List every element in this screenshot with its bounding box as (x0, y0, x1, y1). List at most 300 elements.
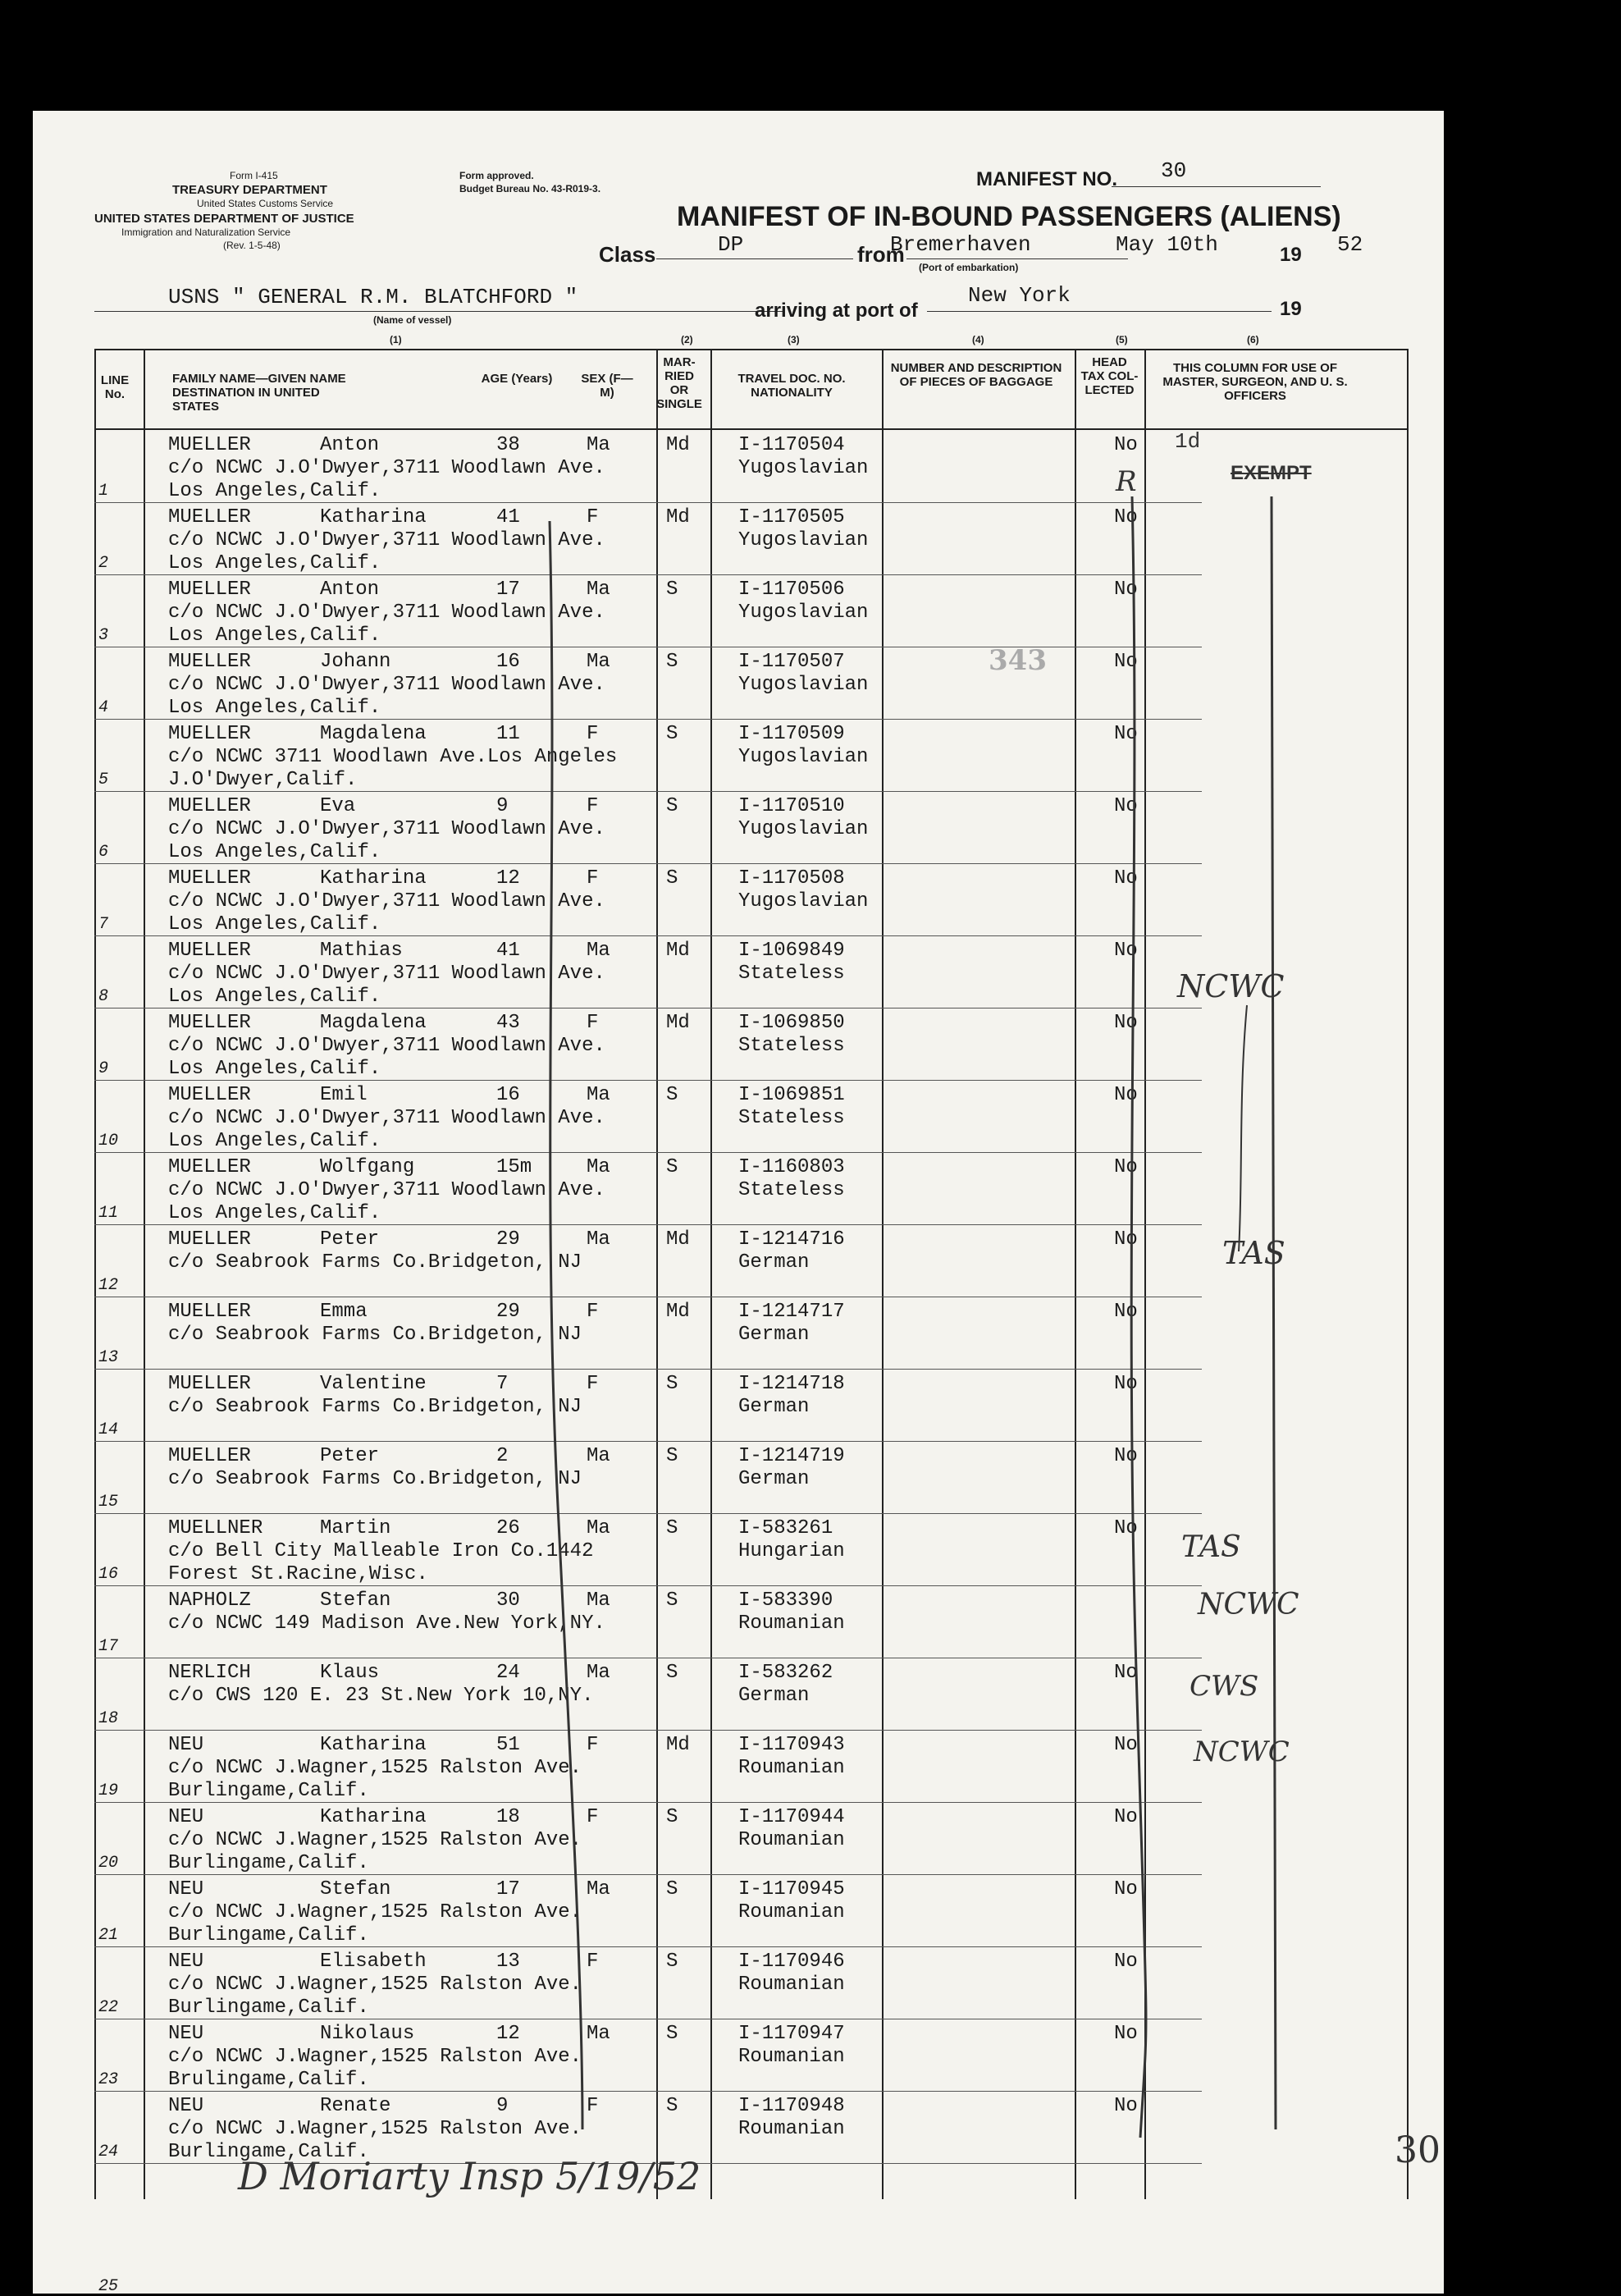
destination-line-2: Burlingame,Calif. (168, 1996, 369, 2019)
passenger-family-name: MUELLER (168, 1373, 251, 1395)
col-header-sex: SEX (F—M) (581, 372, 633, 400)
passenger-age: 2 (496, 1445, 509, 1467)
passenger-sex: Ma (587, 1589, 610, 1612)
passenger-age: 30 (496, 1589, 520, 1612)
pen-stroke-sex-column (550, 521, 582, 2129)
line-number: 21 (98, 1926, 119, 1945)
passenger-given-name: Katharina (320, 1806, 427, 1828)
department-justice: UNITED STATES DEPARTMENT OF JUSTICE (94, 212, 354, 226)
passenger-family-name: MUELLER (168, 651, 251, 673)
passenger-sex: F (587, 867, 599, 890)
nationality: German (738, 1324, 810, 1346)
passenger-given-name: Elisabeth (320, 1951, 427, 1973)
destination-line-2: Los Angeles,Calif. (168, 552, 381, 574)
col-header-age: AGE (Years) (481, 372, 553, 386)
nationality: Yugoslavian (738, 890, 869, 912)
line-number: 23 (98, 2070, 119, 2089)
line-number: 9 (98, 1059, 109, 1078)
passenger-marital-status: Md (666, 1012, 690, 1034)
head-tax: No (1114, 1662, 1138, 1684)
col-num-3: (3) (788, 334, 800, 345)
destination-line-2: Los Angeles,Calif. (168, 841, 381, 863)
travel-doc-number: I-1170946 (738, 1951, 845, 1973)
year-value: 52 (1337, 232, 1363, 257)
passenger-given-name: Katharina (320, 1734, 427, 1756)
head-tax: No (1114, 651, 1138, 673)
passenger-given-name: Katharina (320, 867, 427, 890)
passenger-given-name: Eva (320, 795, 356, 817)
passenger-given-name: Klaus (320, 1662, 380, 1684)
passenger-family-name: MUELLER (168, 1445, 251, 1467)
line-number: 19 (98, 1781, 119, 1800)
head-tax: No (1114, 1806, 1138, 1828)
head-tax: No (1114, 1373, 1138, 1395)
nationality: Roumanian (738, 1829, 845, 1851)
passenger-marital-status: Md (666, 940, 690, 962)
passenger-marital-status: S (666, 1806, 678, 1828)
passenger-marital-status: S (666, 1878, 678, 1900)
arriving-label: arriving at port of (755, 300, 918, 322)
manifest-page (33, 111, 1444, 2294)
travel-doc-number: I-583261 (738, 1517, 833, 1539)
passenger-marital-status: S (666, 1662, 678, 1684)
passenger-marital-status: S (666, 2023, 678, 2045)
passenger-marital-status: S (666, 1445, 678, 1467)
passenger-given-name: Emil (320, 1084, 368, 1106)
travel-doc-number: I-1069849 (738, 940, 845, 962)
head-tax: No (1114, 506, 1138, 528)
line-number: 1 (98, 482, 109, 501)
pen-stroke-curve (1239, 1005, 1247, 1251)
passenger-family-name: MUELLER (168, 1156, 251, 1178)
passenger-age: 51 (496, 1734, 520, 1756)
travel-doc-number: I-583390 (738, 1589, 833, 1612)
officer-note-ncwc-1: NCWC (1177, 968, 1285, 1004)
destination-line-1: c/o NCWC J.O'Dwyer,3711 Woodlawn Ave. (168, 457, 605, 479)
nationality: Yugoslavian (738, 529, 869, 551)
col-header-name: FAMILY NAME—GIVEN NAME DESTINATION IN UNITED STATES (172, 372, 346, 414)
pen-stroke-tax-column (1131, 496, 1146, 2138)
passenger-marital-status: S (666, 1517, 678, 1539)
nationality: Roumanian (738, 1612, 845, 1635)
class-value: DP (718, 232, 744, 257)
passenger-marital-status: Md (666, 434, 690, 456)
passenger-marital-status: S (666, 1589, 678, 1612)
year-prefix-2: 19 (1280, 298, 1302, 320)
passenger-marital-status: S (666, 1156, 678, 1178)
arriving-value: New York (968, 283, 1071, 308)
destination-line-1: c/o NCWC J.O'Dwyer,3711 Woodlawn Ave. (168, 963, 605, 985)
passenger-age: 18 (496, 1806, 520, 1828)
nationality: Stateless (738, 963, 845, 985)
passenger-family-name: MUELLER (168, 506, 251, 528)
passenger-age: 17 (496, 579, 520, 601)
passenger-family-name: MUELLER (168, 723, 251, 745)
travel-doc-number: I-1170506 (738, 579, 845, 601)
destination-line-1: c/o NCWC J.O'Dwyer,3711 Woodlawn Ave. (168, 890, 605, 912)
destination-line-1: c/o NCWC 3711 Woodlawn Ave.Los Angeles (168, 746, 618, 768)
vessel-name: USNS " GENERAL R.M. BLATCHFORD " (168, 285, 578, 309)
travel-doc-number: I-1170947 (738, 2023, 845, 2045)
head-tax: No (1114, 2023, 1138, 2045)
col-num-1: (1) (390, 334, 402, 345)
passenger-family-name: NEU (168, 1734, 204, 1756)
passenger-family-name: MUELLNER (168, 1517, 263, 1539)
line-number: 15 (98, 1493, 119, 1512)
line-number: 24 (98, 2143, 119, 2161)
passenger-given-name: Stefan (320, 1878, 391, 1900)
head-tax: No (1114, 1012, 1138, 1034)
year-prefix: 19 (1280, 244, 1302, 266)
destination-line-2: Los Angeles,Calif. (168, 1130, 381, 1152)
passenger-age: 12 (496, 2023, 520, 2045)
destination-line-2: Los Angeles,Calif. (168, 624, 381, 647)
head-tax: No (1114, 867, 1138, 890)
destination-line-1: c/o Seabrook Farms Co.Bridgeton, NJ (168, 1251, 582, 1274)
destination-line-2: Los Angeles,Calif. (168, 480, 381, 502)
manifest-title: MANIFEST OF IN-BOUND PASSENGERS (ALIENS) (677, 201, 1341, 232)
department-treasury: TREASURY DEPARTMENT (172, 183, 327, 197)
from-label: from (857, 242, 905, 267)
col-header-married: MAR- RIED OR SINGLE (656, 355, 702, 411)
col-header-line-no: LINE No. (100, 373, 130, 401)
nationality: German (738, 1685, 810, 1707)
corner-page-number: 30 (1395, 2129, 1441, 2171)
passenger-age: 15m (496, 1156, 532, 1178)
head-tax: No (1114, 1951, 1138, 1973)
head-tax: No (1114, 795, 1138, 817)
line-number: 7 (98, 915, 109, 934)
passenger-marital-status: S (666, 1951, 678, 1973)
officer-note-ncwc-3: NCWC (1194, 1736, 1290, 1768)
destination-line-2: Burlingame,Calif. (168, 1852, 369, 1874)
passenger-age: 12 (496, 867, 520, 890)
budget-bureau: Budget Bureau No. 43-R019-3. (459, 183, 601, 194)
passenger-given-name: Mathias (320, 940, 403, 962)
destination-line-1: c/o Seabrook Farms Co.Bridgeton, NJ (168, 1324, 582, 1346)
travel-doc-number: I-1170509 (738, 723, 845, 745)
passenger-given-name: Renate (320, 2095, 391, 2117)
passenger-sex: F (587, 1012, 599, 1034)
passenger-given-name: Anton (320, 579, 380, 601)
passenger-age: 16 (496, 1084, 520, 1106)
passenger-age: 43 (496, 1012, 520, 1034)
destination-line-1: c/o NCWC J.O'Dwyer,3711 Woodlawn Ave. (168, 1035, 605, 1057)
line-number: 3 (98, 626, 109, 645)
travel-doc-number: I-583262 (738, 1662, 833, 1684)
travel-doc-number: I-1170948 (738, 2095, 845, 2117)
pen-strokes (33, 111, 1444, 2294)
destination-line-1: c/o NCWC J.Wagner,1525 Ralston Ave. (168, 1829, 582, 1851)
destination-line-2: Burlingame,Calif. (168, 1924, 369, 1946)
destination-line-2: Los Angeles,Calif. (168, 697, 381, 719)
col-num-5: (5) (1116, 334, 1128, 345)
col-num-6: (6) (1247, 334, 1259, 345)
travel-doc-number: I-1170510 (738, 795, 845, 817)
nationality: German (738, 1251, 810, 1274)
passenger-sex: F (587, 1951, 599, 1973)
head-tax: No (1114, 940, 1138, 962)
destination-line-2: Los Angeles,Calif. (168, 986, 381, 1008)
passenger-sex: Ma (587, 940, 610, 962)
passenger-marital-status: S (666, 2095, 678, 2117)
head-tax: No (1114, 434, 1138, 456)
nationality: Stateless (738, 1179, 845, 1201)
manifest-no-label: MANIFEST NO. (976, 168, 1117, 190)
passenger-family-name: MUELLER (168, 434, 251, 456)
head-tax: No (1114, 1878, 1138, 1900)
inspector-signature: D Moriarty Insp 5/19/52 (238, 2154, 701, 2198)
passenger-sex: F (587, 1301, 599, 1323)
head-tax: No (1114, 1445, 1138, 1467)
destination-line-2: Los Angeles,Calif. (168, 1058, 381, 1080)
passenger-family-name: MUELLER (168, 867, 251, 890)
passenger-marital-status: Md (666, 1301, 690, 1323)
line-number: 14 (98, 1420, 119, 1439)
line-number: 22 (98, 1998, 119, 2017)
destination-line-1: c/o NCWC J.Wagner,1525 Ralston Ave. (168, 2118, 582, 2140)
vessel-label: (Name of vessel) (373, 314, 452, 326)
head-tax: No (1114, 1228, 1138, 1251)
tax-mark-r: R (1116, 465, 1137, 498)
passenger-sex: F (587, 1734, 599, 1756)
baggage-stamp-343: 343 (989, 644, 1047, 677)
nationality: Roumanian (738, 1901, 845, 1923)
col-header-headtax: HEAD TAX COL- LECTED (1080, 355, 1139, 397)
head-tax: No (1114, 2095, 1138, 2117)
destination-line-1: c/o NCWC J.O'Dwyer,3711 Woodlawn Ave. (168, 529, 605, 551)
passenger-age: 38 (496, 434, 520, 456)
travel-doc-number: I-1069851 (738, 1084, 845, 1106)
passenger-marital-status: S (666, 1084, 678, 1106)
passenger-family-name: NEU (168, 1878, 204, 1900)
revision: (Rev. 1-5-48) (223, 240, 281, 251)
officer-note-cws: CWS (1189, 1670, 1259, 1703)
passenger-given-name: Martin (320, 1517, 391, 1539)
passenger-age: 9 (496, 2095, 509, 2117)
line-number: 16 (98, 1565, 119, 1584)
passenger-sex: Ma (587, 1084, 610, 1106)
passenger-age: 41 (496, 940, 520, 962)
travel-doc-number: I-1170505 (738, 506, 845, 528)
head-tax: No (1114, 579, 1138, 601)
col-header-officers: THIS COLUMN FOR USE OF MASTER, SURGEON, AND U. S. OFFICERS (1162, 361, 1348, 403)
passenger-age: 17 (496, 1878, 520, 1900)
passenger-marital-status: Md (666, 1734, 690, 1756)
passenger-marital-status: Md (666, 1228, 690, 1251)
date-value: May 10th (1116, 232, 1218, 257)
officer-note-tas-2: TAS (1181, 1530, 1241, 1564)
nationality: Stateless (738, 1035, 845, 1057)
destination-line-1: c/o Seabrook Farms Co.Bridgeton, NJ (168, 1468, 582, 1490)
passenger-sex: F (587, 1373, 599, 1395)
immigration-service: Immigration and Naturalization Service (121, 226, 291, 238)
head-tax: No (1114, 1734, 1138, 1756)
travel-doc-number: I-1170945 (738, 1878, 845, 1900)
form-number: Form I-415 (230, 170, 278, 181)
nationality: Yugoslavian (738, 674, 869, 696)
passenger-given-name: Stefan (320, 1589, 391, 1612)
head-tax: No (1114, 1156, 1138, 1178)
destination-line-1: c/o NCWC J.Wagner,1525 Ralston Ave. (168, 1901, 582, 1923)
passenger-marital-status: S (666, 651, 678, 673)
passenger-family-name: NAPHOLZ (168, 1589, 251, 1612)
passenger-sex: Ma (587, 1228, 610, 1251)
destination-line-1: c/o NCWC J.O'Dwyer,3711 Woodlawn Ave. (168, 818, 605, 840)
passenger-given-name: Emma (320, 1301, 368, 1323)
nationality: Stateless (738, 1107, 845, 1129)
line-number: 18 (98, 1709, 119, 1728)
head-tax: No (1114, 1517, 1138, 1539)
passenger-sex: Ma (587, 1156, 610, 1178)
passenger-age: 41 (496, 506, 520, 528)
destination-line-1: c/o NCWC J.Wagner,1525 Ralston Ave. (168, 2046, 582, 2068)
destination-line-1: c/o NCWC J.O'Dwyer,3711 Woodlawn Ave. (168, 1107, 605, 1129)
passenger-family-name: MUELLER (168, 579, 251, 601)
line-number: 20 (98, 1854, 119, 1873)
line-number: 12 (98, 1276, 119, 1295)
passenger-marital-status: S (666, 579, 678, 601)
passenger-family-name: MUELLER (168, 1301, 251, 1323)
passenger-marital-status: S (666, 795, 678, 817)
exempt-stamp: EXEMPT (1231, 462, 1312, 484)
from-value: Bremerhaven (890, 232, 1031, 257)
line-number: 11 (98, 1204, 119, 1223)
passenger-age: 29 (496, 1301, 520, 1323)
port-embarkation-label: (Port of embarkation) (919, 262, 1019, 273)
manifest-no-value: 30 (1161, 158, 1187, 183)
officer-note-ncwc-2: NCWC (1198, 1588, 1299, 1621)
passenger-sex: F (587, 723, 599, 745)
passenger-sex: Ma (587, 2023, 610, 2045)
passenger-given-name: Johann (320, 651, 391, 673)
passenger-family-name: MUELLER (168, 1084, 251, 1106)
destination-line-2: Brulingame,Calif. (168, 2069, 369, 2091)
pen-stroke-officer-column (1272, 496, 1276, 2129)
officer-note-1d: 1d (1175, 429, 1201, 454)
passenger-given-name: Wolfgang (320, 1156, 415, 1178)
passenger-age: 29 (496, 1228, 520, 1251)
travel-doc-number: I-1170504 (738, 434, 845, 456)
col-num-2: (2) (681, 334, 693, 345)
passenger-age: 9 (496, 795, 509, 817)
destination-line-1: c/o NCWC J.Wagner,1525 Ralston Ave. (168, 1974, 582, 1996)
passenger-sex: F (587, 795, 599, 817)
destination-line-1: c/o NCWC J.O'Dwyer,3711 Woodlawn Ave. (168, 1179, 605, 1201)
passenger-family-name: NERLICH (168, 1662, 251, 1684)
passenger-given-name: Magdalena (320, 723, 427, 745)
passenger-sex: F (587, 1806, 599, 1828)
passenger-age: 26 (496, 1517, 520, 1539)
head-tax: No (1114, 723, 1138, 745)
passenger-sex: Ma (587, 1517, 610, 1539)
travel-doc-number: I-1170507 (738, 651, 845, 673)
destination-line-1: c/o NCWC J.O'Dwyer,3711 Woodlawn Ave. (168, 601, 605, 624)
passenger-sex: Ma (587, 1662, 610, 1684)
line-number: 17 (98, 1637, 119, 1656)
passenger-age: 13 (496, 1951, 520, 1973)
passenger-given-name: Anton (320, 434, 380, 456)
destination-line-1: c/o NCWC J.Wagner,1525 Ralston Ave. (168, 1757, 582, 1779)
nationality: German (738, 1468, 810, 1490)
destination-line-2: Burlingame,Calif. (168, 2141, 369, 2163)
nationality: Roumanian (738, 2118, 845, 2140)
customs-service: United States Customs Service (197, 198, 334, 209)
passenger-given-name: Valentine (320, 1373, 427, 1395)
passenger-given-name: Magdalena (320, 1012, 427, 1034)
passenger-family-name: NEU (168, 2095, 204, 2117)
nationality: Yugoslavian (738, 601, 869, 624)
travel-doc-number: I-1170508 (738, 867, 845, 890)
line-number: 6 (98, 843, 109, 862)
destination-line-2: Burlingame,Calif. (168, 1780, 369, 1802)
head-tax: No (1114, 1084, 1138, 1106)
travel-doc-number: I-1214718 (738, 1373, 845, 1395)
passenger-given-name: Peter (320, 1445, 380, 1467)
head-tax: No (1114, 1301, 1138, 1323)
passenger-sex: Ma (587, 579, 610, 601)
passenger-age: 16 (496, 651, 520, 673)
passenger-age: 7 (496, 1373, 509, 1395)
travel-doc-number: I-1214719 (738, 1445, 845, 1467)
form-approved: Form approved. (459, 170, 534, 181)
passenger-given-name: Nikolaus (320, 2023, 415, 2045)
passenger-family-name: MUELLER (168, 1228, 251, 1251)
destination-line-2: J.O'Dwyer,Calif. (168, 769, 358, 791)
col-num-4: (4) (972, 334, 984, 345)
passenger-age: 11 (496, 723, 520, 745)
nationality: Yugoslavian (738, 457, 869, 479)
passenger-sex: F (587, 506, 599, 528)
destination-line-1: c/o CWS 120 E. 23 St.New York 10,NY. (168, 1685, 594, 1707)
travel-doc-number: I-1069850 (738, 1012, 845, 1034)
destination-line-1: c/o NCWC 149 Madison Ave.New York,NY. (168, 1612, 605, 1635)
passenger-family-name: NEU (168, 1951, 204, 1973)
travel-doc-number: I-1214716 (738, 1228, 845, 1251)
passenger-given-name: Peter (320, 1228, 380, 1251)
line-number: 2 (98, 554, 109, 573)
passenger-sex: Ma (587, 651, 610, 673)
line-number: 8 (98, 987, 109, 1006)
line-number: 10 (98, 1132, 119, 1150)
destination-line-2: Los Angeles,Calif. (168, 913, 381, 935)
col-header-baggage: NUMBER AND DESCRIPTION OF PIECES OF BAGGAGE (890, 361, 1062, 389)
nationality: Yugoslavian (738, 818, 869, 840)
nationality: Hungarian (738, 1540, 845, 1562)
passenger-sex: F (587, 2095, 599, 2117)
passenger-sex: Ma (587, 434, 610, 456)
class-label: Class (599, 242, 656, 267)
travel-doc-number: I-1160803 (738, 1156, 845, 1178)
destination-line-2: Forest St.Racine,Wisc. (168, 1563, 428, 1585)
nationality: Yugoslavian (738, 746, 869, 768)
nationality: Roumanian (738, 1974, 845, 1996)
nationality: Roumanian (738, 2046, 845, 2068)
passenger-marital-status: S (666, 723, 678, 745)
travel-doc-number: I-1170944 (738, 1806, 845, 1828)
travel-doc-number: I-1170943 (738, 1734, 845, 1756)
passenger-marital-status: S (666, 1373, 678, 1395)
passenger-age: 24 (496, 1662, 520, 1684)
line-number-25: 25 (98, 2277, 119, 2296)
passenger-family-name: MUELLER (168, 1012, 251, 1034)
passenger-sex: Ma (587, 1445, 610, 1467)
nationality: Roumanian (738, 1757, 845, 1779)
destination-line-1: c/o NCWC J.O'Dwyer,3711 Woodlawn Ave. (168, 674, 605, 696)
line-number: 4 (98, 698, 109, 717)
passenger-marital-status: Md (666, 506, 690, 528)
line-number: 13 (98, 1348, 119, 1367)
